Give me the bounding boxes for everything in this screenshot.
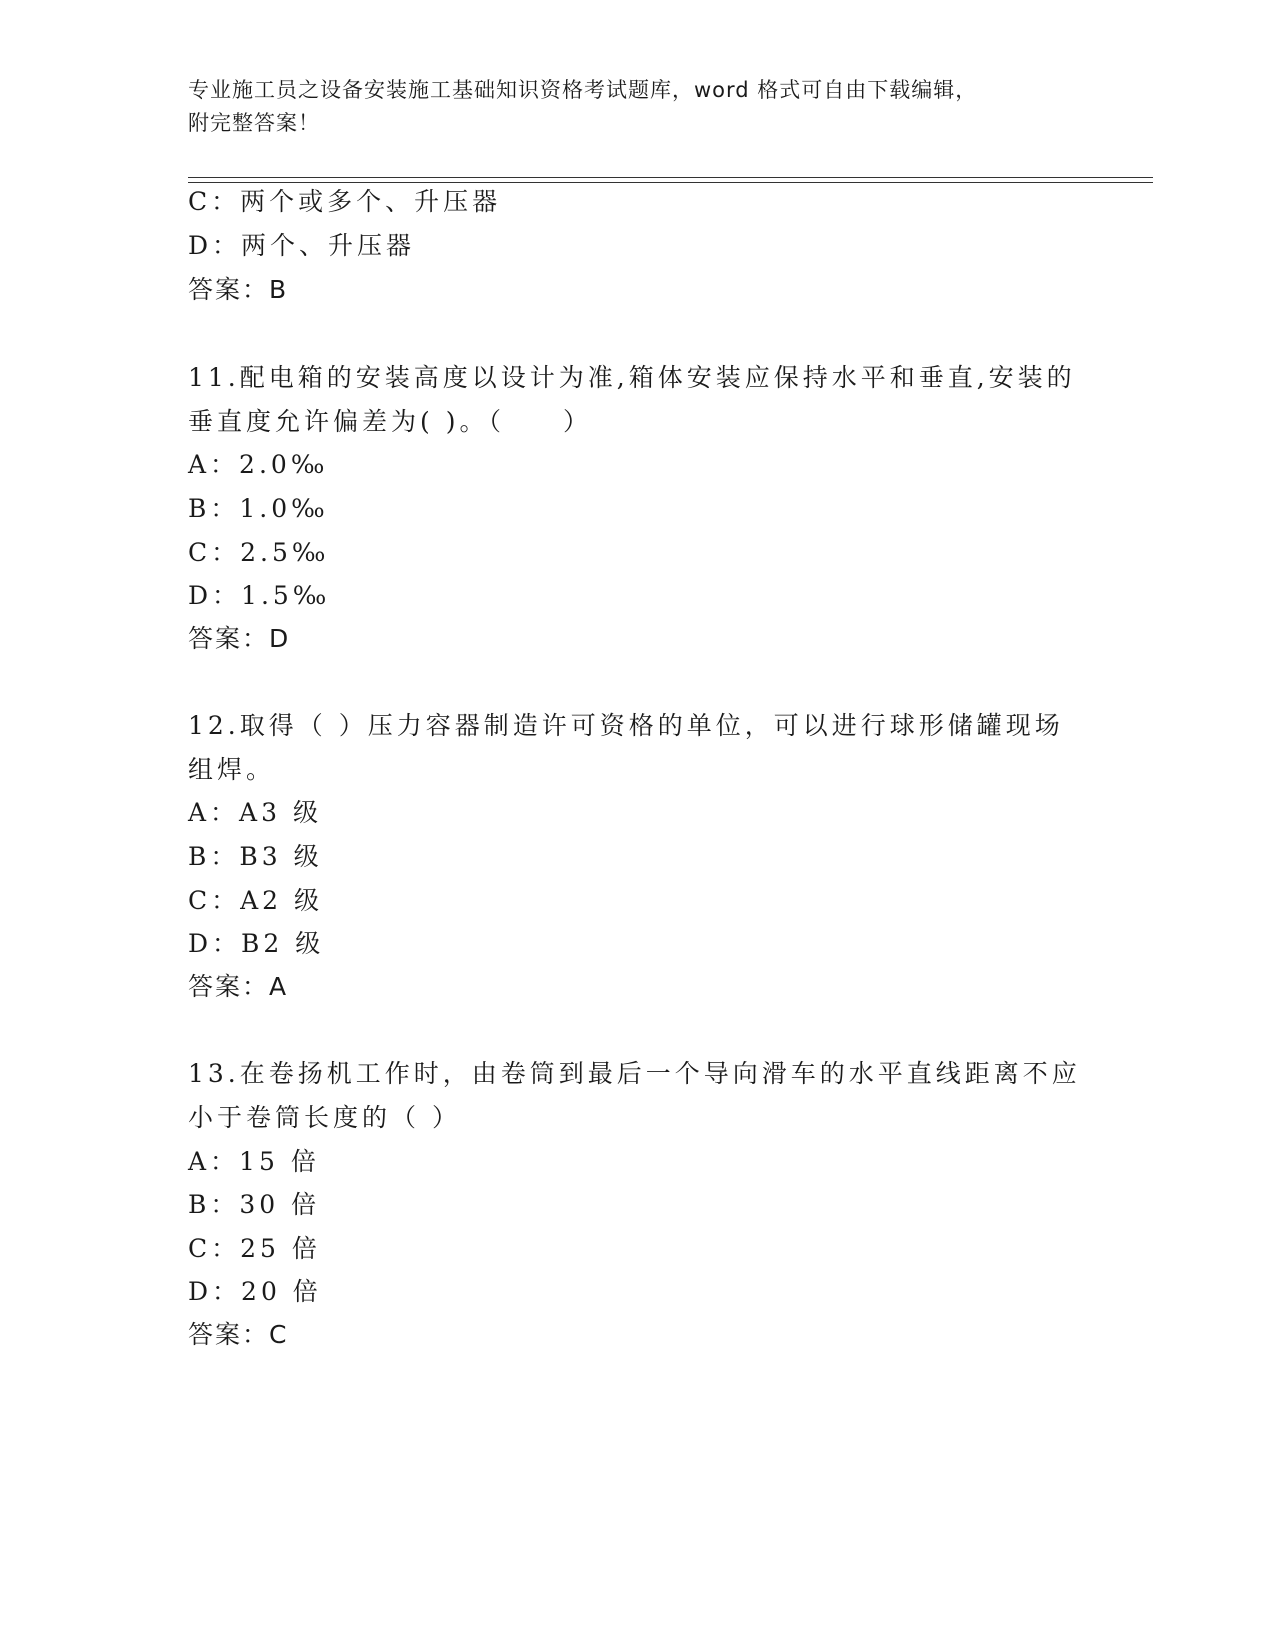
question-11-answer: 答案：D [188, 624, 291, 653]
prev-option-c: C：两个或多个、升压器 [188, 187, 502, 216]
question-12-option-b: B：B3 级 [188, 842, 323, 871]
question-11-option-b: B：1.0‰ [188, 494, 329, 523]
question-12-option-c: C：A2 级 [188, 886, 324, 915]
question-13-stem-line-1: 13.在卷扬机工作时，由卷筒到最后一个导向滑车的水平直线距离不应 [188, 1059, 1081, 1088]
header-line-1: 专业施工员之设备安装施工基础知识资格考试题库，word 格式可自由下载编辑， [188, 78, 978, 102]
question-13-option-c: C：25 倍 [188, 1234, 321, 1263]
question-11-option-a: A：2.0‰ [188, 450, 329, 479]
question-11-option-d: D：1.5‰ [188, 581, 331, 610]
header-line-2: 附完整答案！ [188, 111, 320, 135]
question-13-option-b: B：30 倍 [188, 1190, 321, 1219]
question-13-option-a: A：15 倍 [188, 1147, 320, 1176]
question-11-option-c: C：2.5‰ [188, 538, 330, 567]
question-13-stem-line-2: 小于卷筒长度的（ ） [188, 1103, 461, 1132]
question-12-stem-line-1: 12.取得（ ）压力容器制造许可资格的单位，可以进行球形储罐现场 [188, 711, 1064, 740]
header-divider-bottom [188, 182, 1153, 183]
question-12-answer: 答案：A [188, 972, 289, 1001]
prev-option-d: D：两个、升压器 [188, 231, 416, 260]
question-11-stem-line-1: 11.配电箱的安装高度以设计为准,箱体安装应保持水平和垂直,安装的 [188, 363, 1076, 392]
question-13-answer: 答案：C [188, 1320, 289, 1349]
question-11-stem-line-2: 垂直度允许偏差为( )。（ ） [188, 407, 592, 436]
document-header [188, 74, 1068, 140]
question-12-stem-line-2: 组焊。 [188, 755, 276, 784]
prev-answer: 答案：B [188, 275, 289, 304]
question-13-option-d: D：20 倍 [188, 1277, 322, 1306]
question-12-option-a: A：A3 级 [188, 798, 322, 827]
question-12-option-d: D：B2 级 [188, 929, 325, 958]
header-divider-top [188, 177, 1153, 178]
